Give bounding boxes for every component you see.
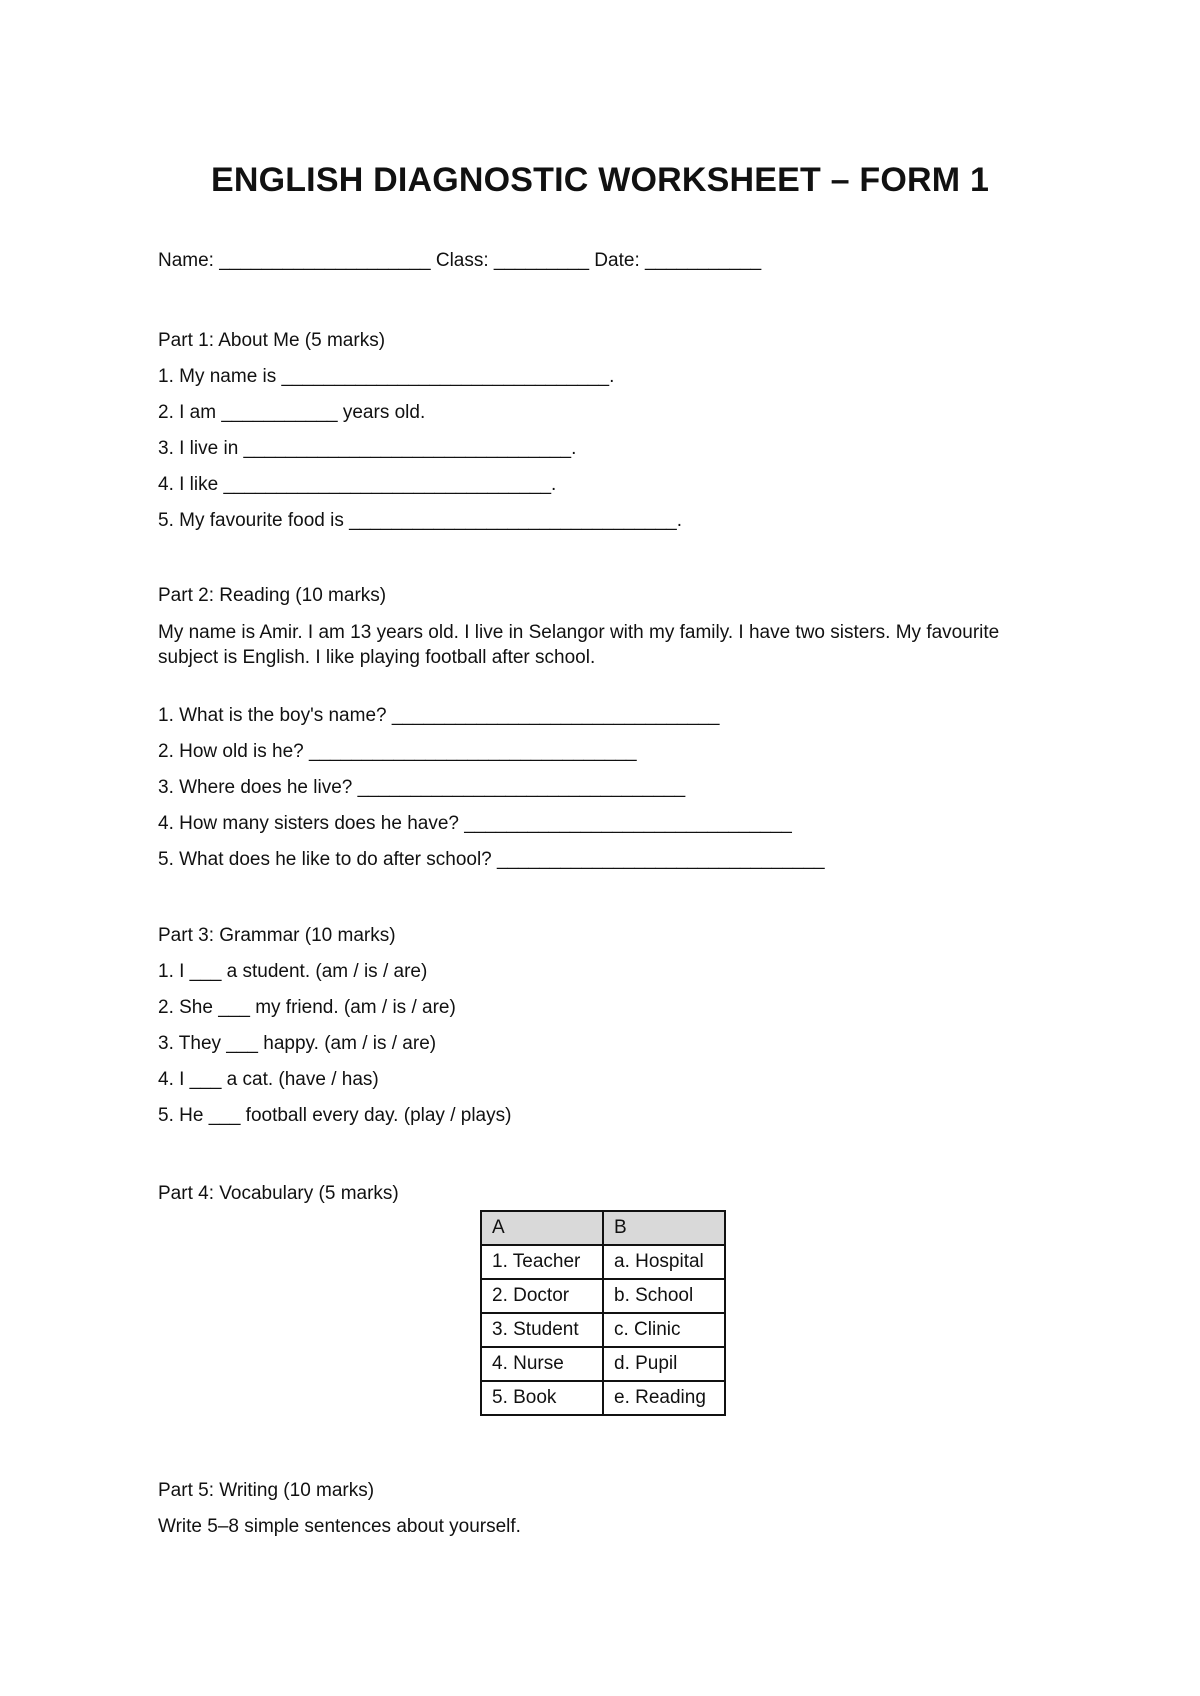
part4-heading: Part 4: Vocabulary (5 marks) [158, 1183, 399, 1204]
part1-item: 2. I am ___________ years old. [158, 402, 426, 423]
table-cell-a: 1. Teacher [481, 1245, 603, 1279]
vocabulary-table [480, 1210, 726, 1416]
table-cell-b: d. Pupil [603, 1347, 725, 1381]
table-cell-a: 3. Student [481, 1313, 603, 1347]
table-cell-a: 5. Book [481, 1381, 603, 1415]
table-cell-a: 2. Doctor [481, 1279, 603, 1313]
table-cell-b: b. School [603, 1279, 725, 1313]
page-title: ENGLISH DIAGNOSTIC WORKSHEET – FORM 1 [210, 161, 990, 199]
part3-item: 5. He ___ football every day. (play / plays) [158, 1105, 512, 1126]
column-header-a: A [481, 1211, 603, 1245]
table-row [481, 1245, 725, 1279]
part5-heading: Part 5: Writing (10 marks) [158, 1480, 375, 1501]
table-row [481, 1279, 725, 1313]
reading-passage: My name is Amir. I am 13 years old. I live in Selangor with my family. I have two sisters. My favourite subject is English. I like playing football after school. [158, 622, 1000, 668]
part1-heading: Part 1: About Me (5 marks) [158, 330, 386, 351]
table-cell-b: c. Clinic [603, 1313, 725, 1347]
part2-question: 5. What does he like to do after school? _______________________________ [158, 849, 825, 870]
part1-item: 5. My favourite food is _______________________________. [158, 510, 682, 531]
part3-item: 3. They ___ happy. (am / is / are) [158, 1033, 437, 1054]
part2-question: 1. What is the boy's name? _______________________________ [158, 705, 720, 726]
part2-question: 3. Where does he live? _______________________________ [158, 777, 686, 798]
table-row [481, 1347, 725, 1381]
part2-question: 4. How many sisters does he have? _______________________________ [158, 813, 792, 834]
part1-item: 4. I like _______________________________. [158, 474, 557, 495]
table-header-row [481, 1211, 725, 1245]
part3-item: 4. I ___ a cat. (have / has) [158, 1069, 379, 1090]
part2-question: 2. How old is he? _______________________________ [158, 741, 637, 762]
part1-item: 1. My name is _______________________________. [158, 366, 615, 387]
part1-item: 3. I live in _______________________________. [158, 438, 577, 459]
part3-item: 1. I ___ a student. (am / is / are) [158, 961, 428, 982]
table-row [481, 1313, 725, 1347]
writing-instruction: Write 5–8 simple sentences about yourself. [158, 1516, 521, 1537]
student-info-line: Name: ____________________ Class: _________ Date: ___________ [158, 250, 762, 271]
table-cell-b: a. Hospital [603, 1245, 725, 1279]
part3-item: 2. She ___ my friend. (am / is / are) [158, 997, 456, 1018]
table-cell-b: e. Reading [603, 1381, 725, 1415]
part2-heading: Part 2: Reading (10 marks) [158, 585, 387, 606]
column-header-b: B [603, 1211, 725, 1245]
table-cell-a: 4. Nurse [481, 1347, 603, 1381]
table-row [481, 1381, 725, 1415]
part3-heading: Part 3: Grammar (10 marks) [158, 925, 396, 946]
